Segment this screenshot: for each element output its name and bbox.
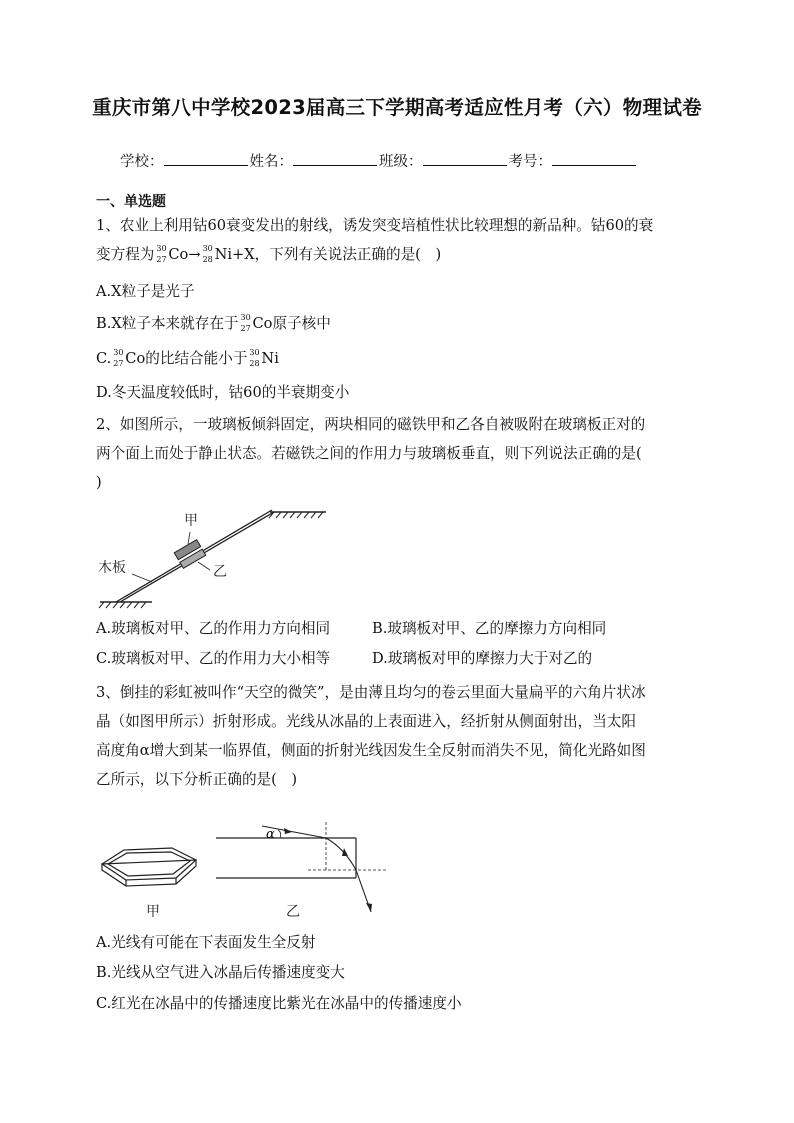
- exam-no-blank[interactable]: [552, 153, 636, 166]
- q3-option-a[interactable]: A.光线有可能在下表面发生全反射: [96, 934, 316, 951]
- fig3-label-alpha: α: [266, 827, 275, 842]
- q1-line-2: [96, 240, 700, 269]
- q3-line-2: 晶（如图甲所示）折射形成。光线从冰晶的上表面进入，经折射从侧面射出，当太阳: [96, 713, 636, 730]
- q2-option-c[interactable]: C.玻璃板对甲、乙的作用力大小相等: [96, 650, 331, 667]
- q1-text-post: ，下列有关说法正确的是( ): [254, 246, 442, 263]
- fig3-label-jia: 甲: [146, 904, 160, 920]
- section-heading: 一、单选题: [96, 194, 166, 210]
- eq-tail: +X: [232, 246, 255, 263]
- arrow: →: [188, 246, 201, 263]
- co-nuclide: 30 27: [156, 244, 167, 264]
- school-label: 学校：: [120, 154, 164, 170]
- q2-line-2: 两个面上而处于静止状态。若磁铁之间的作用力与玻璃板垂直，则下列说法正确的是(: [96, 445, 642, 462]
- q3-line-4: 乙所示，以下分析正确的是( ): [96, 771, 298, 788]
- q3-option-c[interactable]: C.红光在冰晶中的传播速度比紫光在冰晶中的传播速度小: [96, 995, 462, 1012]
- hexagon-plate: [102, 848, 196, 886]
- school-blank[interactable]: [164, 153, 248, 166]
- q2-option-b[interactable]: B.玻璃板对甲、乙的摩擦力方向相同: [372, 620, 607, 637]
- question-2: [96, 410, 700, 497]
- q1-option-d[interactable]: D.冬天温度较低时，钴60的半衰期变小: [96, 384, 350, 401]
- page-title: 重庆市第八中学校2023届高三下学期高考适应性月考（六）物理试卷: [92, 96, 702, 119]
- fig2-label-jia: 甲: [184, 513, 198, 529]
- q2-option-d[interactable]: D.玻璃板对甲的摩擦力大于对乙的: [372, 650, 593, 667]
- q1-text: 变方程为: [96, 246, 155, 263]
- q1-option-a[interactable]: A.X粒子是光子: [96, 283, 195, 300]
- name-blank[interactable]: [293, 153, 377, 166]
- exam-no-label: 考号：: [508, 154, 552, 170]
- fig2-label-board: 木板: [98, 560, 126, 576]
- question-1: [96, 211, 700, 269]
- q1-line-1: 1、农业上利用钴60衰变发出的射线，诱发突变培植性状比较理想的新品种。钴60的衰: [96, 217, 654, 234]
- ice-crystal-figure: [94, 808, 394, 926]
- magnet-figure: [94, 504, 334, 610]
- q3-line-1: 3、倒挂的彩虹被叫作“天空的微笑”，是由薄且均匀的卷云里面大量扁平的六角片状冰: [96, 684, 646, 701]
- class-label: 班级：: [379, 154, 423, 170]
- question-3: [96, 678, 700, 794]
- q1-option-b[interactable]: B.X粒子本来就存在于 30 27 Co原子核中: [96, 313, 331, 333]
- class-blank[interactable]: [423, 153, 507, 166]
- q2-option-a[interactable]: A.玻璃板对甲、乙的作用力方向相同: [96, 620, 331, 637]
- fig2-label-yi: 乙: [213, 564, 227, 580]
- fig3-label-yi: 乙: [286, 904, 300, 920]
- co-symbol: Co: [168, 246, 189, 263]
- name-label: 姓名：: [249, 154, 293, 170]
- q3-option-b[interactable]: B.光线从空气进入冰晶后传播速度变大: [96, 964, 345, 981]
- q2-line-3: ): [96, 474, 102, 491]
- q3-line-3: 高度角α增大到某一临界值，侧面的折射光线因发生全反射而消失不见，简化光路如图: [96, 742, 646, 759]
- ni-nuclide: 30 28: [202, 244, 213, 264]
- q2-line-1: 2、如图所示，一玻璃板倾斜固定，两块相同的磁铁甲和乙各自被吸附在玻璃板正对的: [96, 416, 646, 433]
- student-info-line: [120, 150, 638, 171]
- q1-option-c[interactable]: C. 30 27 Co的比结合能小于 30 28 Ni: [96, 348, 279, 368]
- ni-symbol: Ni: [214, 246, 233, 263]
